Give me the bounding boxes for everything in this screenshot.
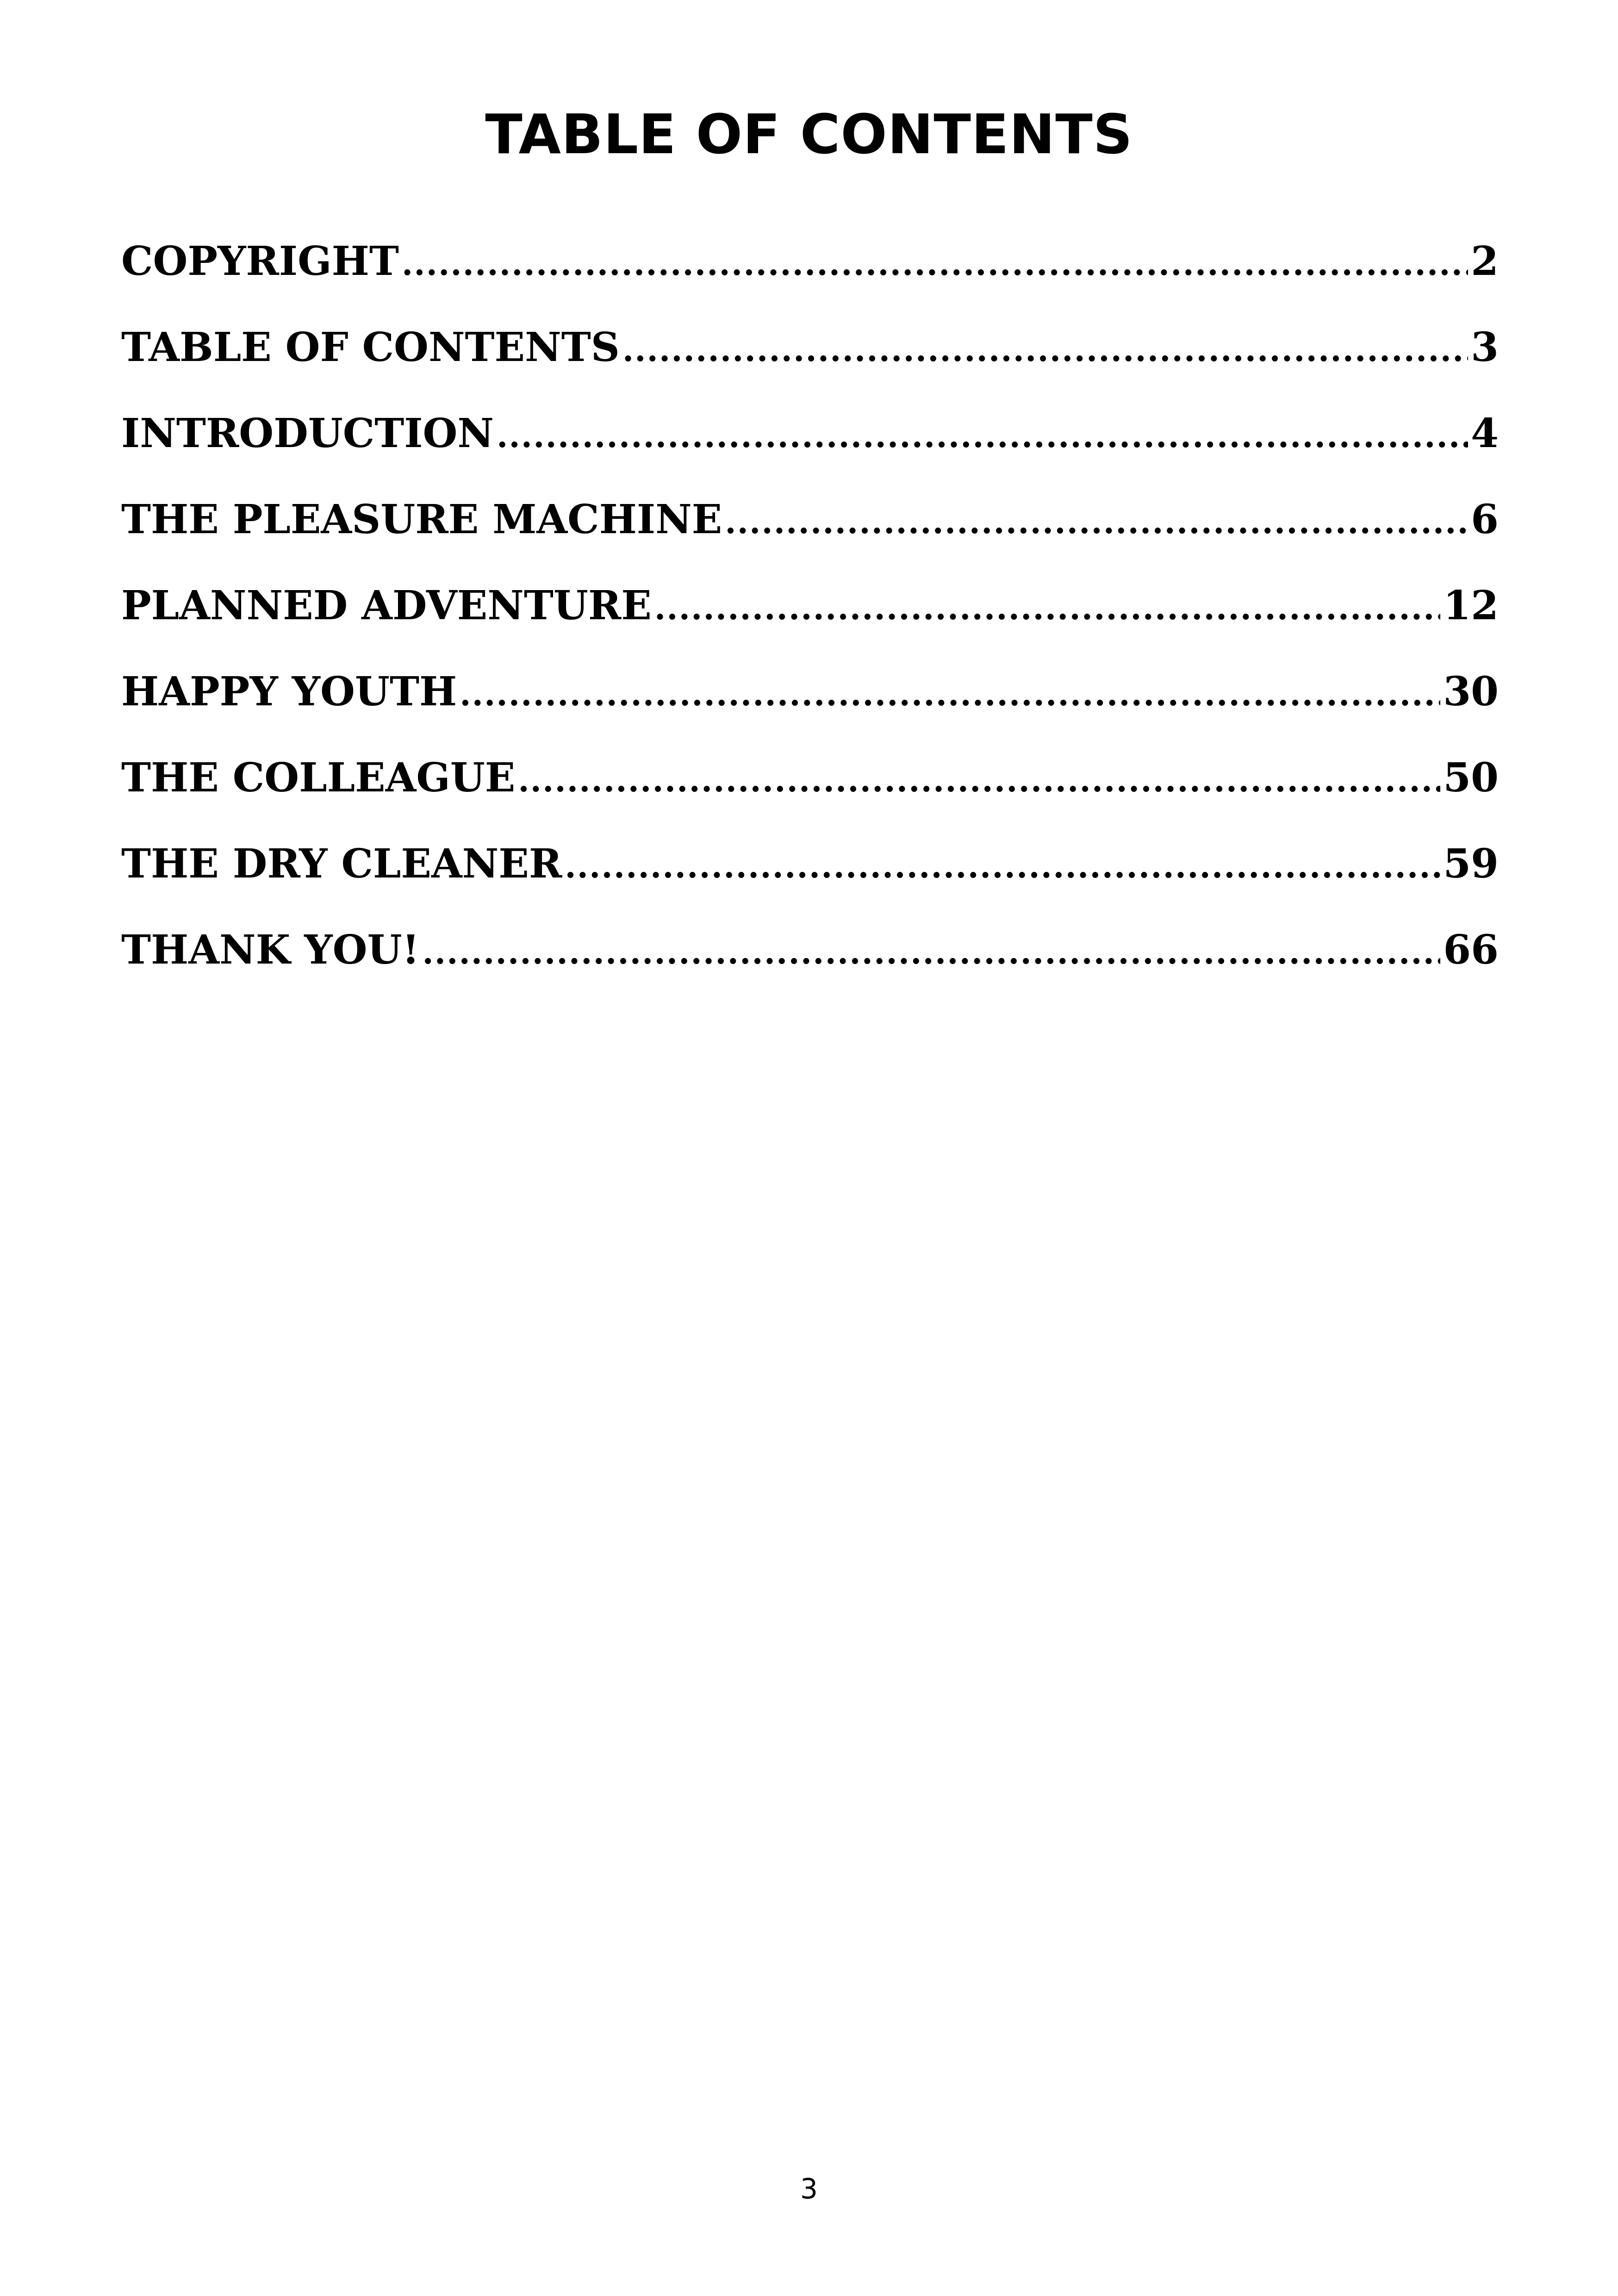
toc-entry-table-of-contents[interactable] [121,313,1499,399]
toc-entry-page: 2 [1471,238,1499,285]
toc-entry-label: COPYRIGHT [121,238,399,285]
toc-dot-leader [518,746,1440,815]
toc-dot-leader [422,918,1440,987]
toc-entry-label: HAPPY YOUTH [121,668,457,715]
toc-entry-happy-youth[interactable] [121,657,1499,743]
toc-dot-leader [654,573,1440,643]
toc-entry-page: 4 [1471,410,1499,457]
toc-entry-thank-you[interactable] [121,915,1499,1002]
toc-entry-the-pleasure-machine[interactable] [121,485,1499,571]
toc-entry-page: 66 [1443,927,1499,973]
toc-entry-label: THANK YOU! [121,927,420,973]
toc-entry-page: 6 [1471,496,1499,543]
toc-entry-planned-adventure[interactable] [121,571,1499,657]
toc-dot-leader [725,487,1468,557]
toc-dot-leader [622,315,1468,385]
toc-dot-leader [497,401,1468,471]
toc-entry-page: 50 [1443,754,1499,801]
toc-entry-label: INTRODUCTION [121,410,494,457]
toc-entry-the-dry-cleaner[interactable] [121,829,1499,915]
toc-entry-page: 12 [1443,582,1499,629]
toc-entry-page: 59 [1443,840,1499,887]
toc-entry-introduction[interactable] [121,399,1499,485]
toc-entry-label: TABLE OF CONTENTS [121,324,620,371]
toc-dot-leader [565,832,1440,901]
toc-entry-label: PLANNED ADVENTURE [121,582,652,629]
toc-entry-page: 30 [1443,668,1499,715]
toc-entry-label: THE PLEASURE MACHINE [121,496,722,543]
toc-list [121,227,1499,1002]
page-number: 3 [800,2173,818,2205]
toc-entry-copyright[interactable] [121,227,1499,313]
toc-dot-leader [402,229,1468,299]
toc-entry-the-colleague[interactable] [121,743,1499,829]
toc-entry-label: THE COLLEAGUE [121,754,516,801]
toc-entry-page: 3 [1471,324,1499,371]
page-title: TABLE OF CONTENTS [485,102,1133,166]
toc-entry-label: THE DRY CLEANER [121,840,562,887]
toc-dot-leader [460,660,1440,729]
